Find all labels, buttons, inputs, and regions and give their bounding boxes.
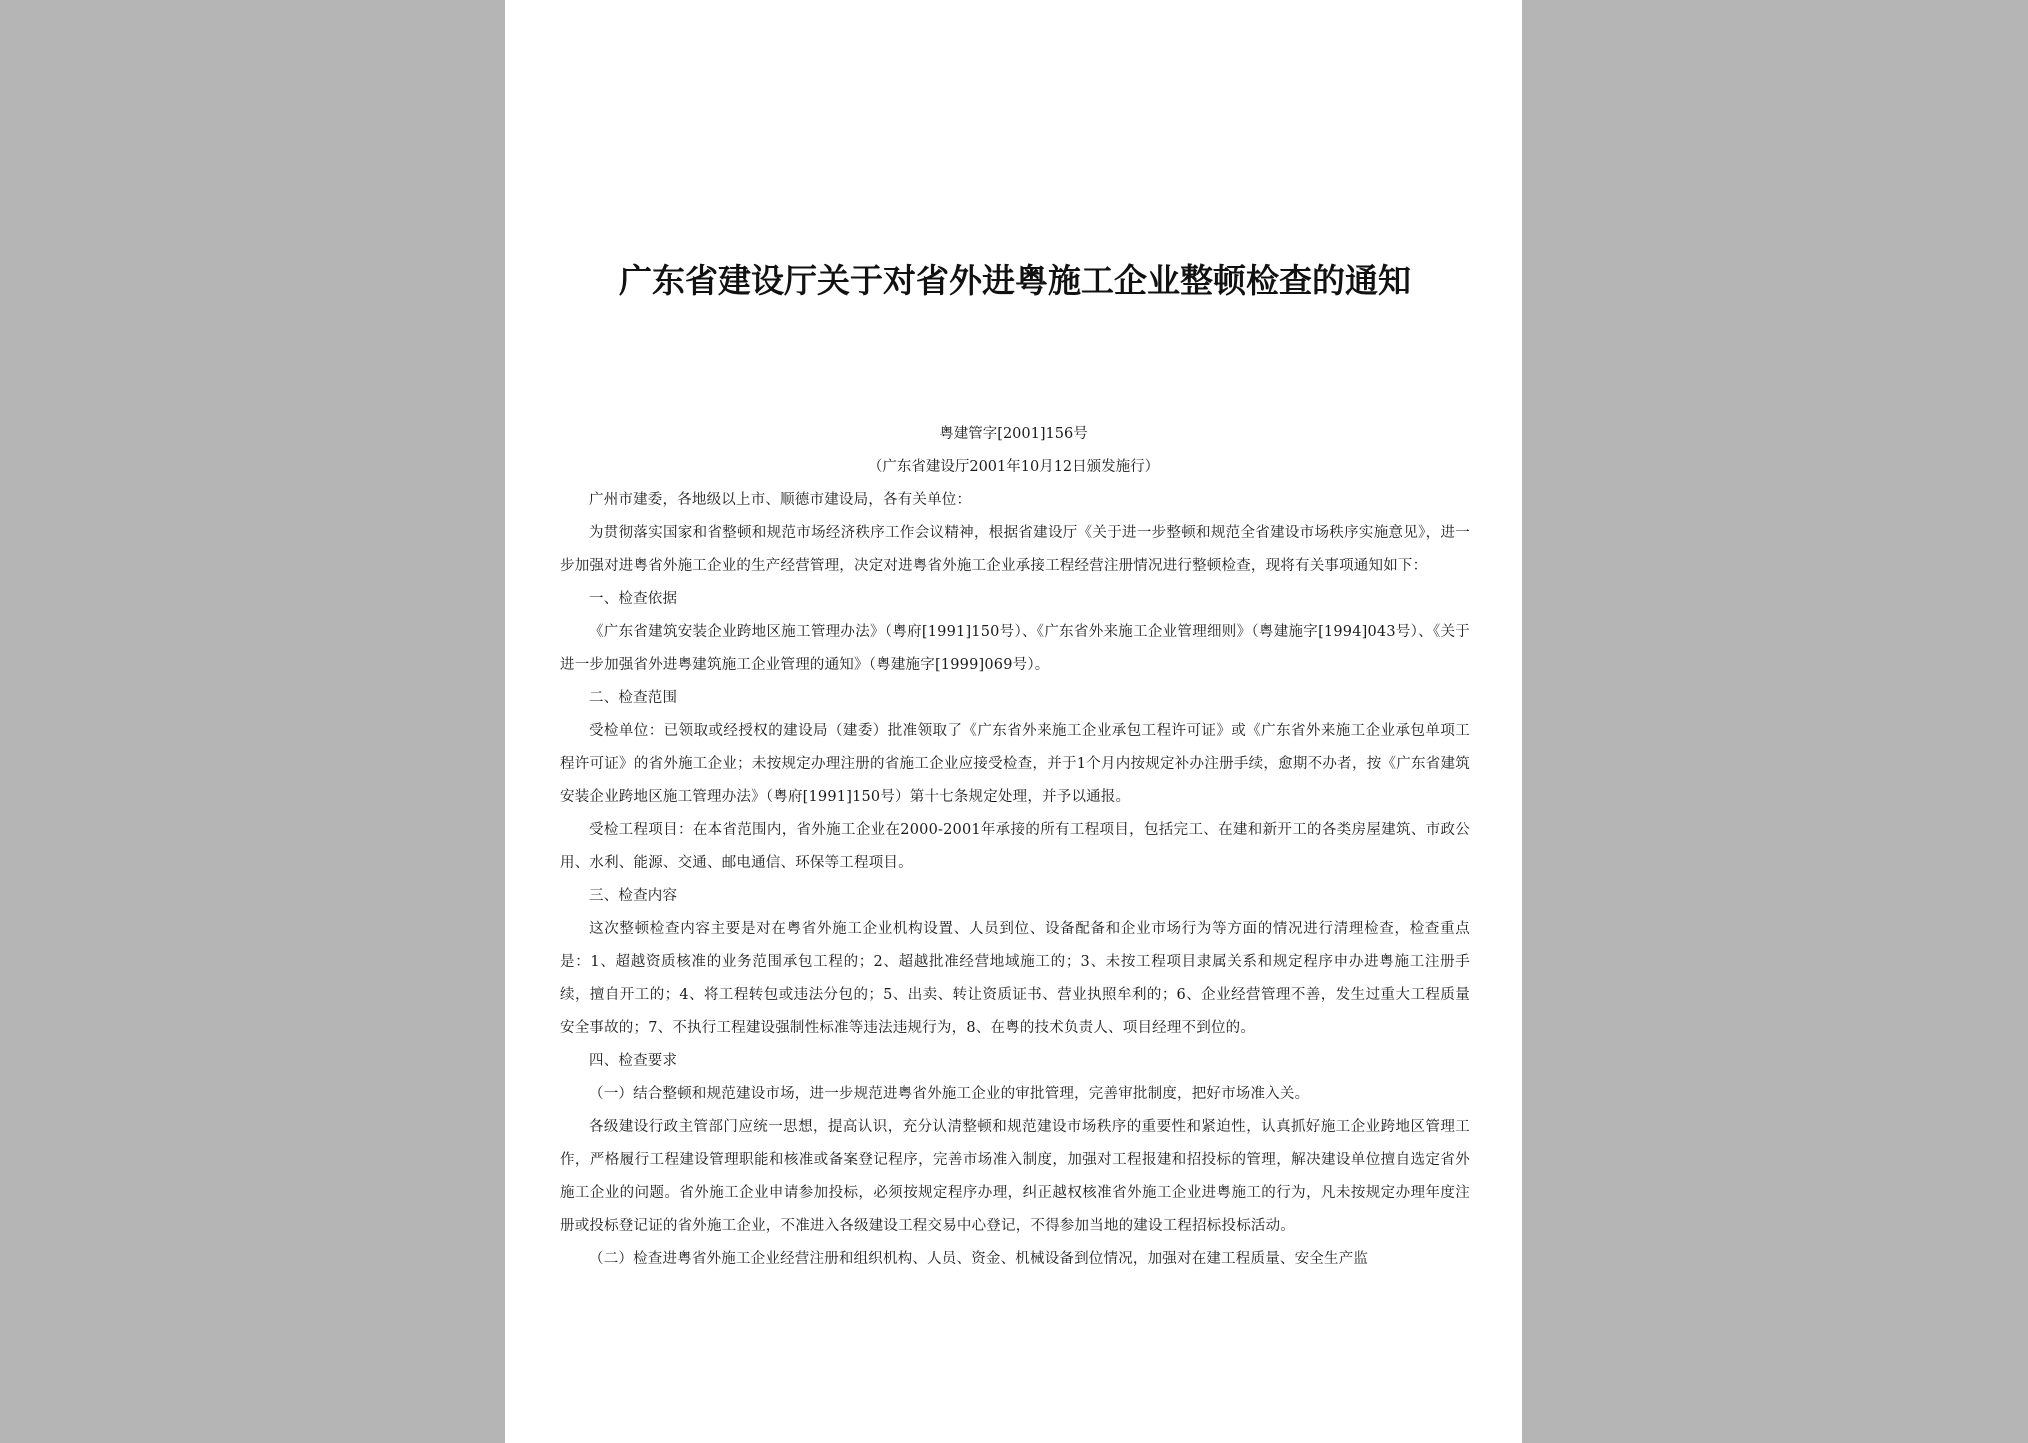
section-heading: 四、检查要求 — [589, 1053, 678, 1069]
body-paragraph: 受检工程项目：在本省范围内，省外施工企业在2000-2001年承接的所有工程项目，包括完工、在建和新开工的各类房屋建筑、市政公用、水利、能源、交通、邮电通信、环保等工程项目。 — [560, 822, 1470, 871]
section-heading: 一、检查依据 — [589, 591, 678, 607]
body-paragraph: （二）检查进粤省外施工企业经营注册和组织机构、人员、资金、机械设备到位情况，加强对在建工程质量、安全生产监 — [589, 1251, 1369, 1267]
body-paragraph: 这次整顿检查内容主要是对在粤省外施工企业机构设置、人员到位、设备配备和企业市场行为等方面的情况进行清理检查，检查重点是：1、超越资质核准的业务范围承包工程的；2、超越批准经营地域施工的；3、未按工程项目隶属关系和规定程序申办进粤施工注册手续，擅自开工的；4、将工程转包或违法分包的；5、出卖、转让资质证书、营业执照牟利的；6、企业经营管理不善，发生过重大工程质量安全事故的；7、不执行工程建设强制性标准等违法违规行为，8、在粤的技术负责人、项目经理不到位的。 — [560, 921, 1470, 1036]
document-body — [560, 484, 1470, 1276]
section-heading: 二、检查范围 — [589, 690, 678, 706]
body-paragraph: 各级建设行政主管部门应统一思想，提高认识，充分认清整顿和规范建设市场秩序的重要性和紧迫性，认真抓好施工企业跨地区管理工作，严格履行工程建设管理职能和核准或备案登记程序，完善市场准入制度，加强对工程报建和招投标的管理，解决建设单位擅自选定省外施工企业的问题。省外施工企业申请参加投标，必须按规定程序办理，纠正越权核准省外施工企业进粤施工的行为，凡未按规定办理年度注册或投标登记证的省外施工企业，不准进入各级建设工程交易中心登记，不得参加当地的建设工程招标投标活动。 — [560, 1119, 1470, 1234]
document-page — [505, 0, 1522, 1443]
body-paragraph: 《广东省建筑安装企业跨地区施工管理办法》（粤府[1991]150号）、《广东省外来施工企业管理细则》（粤建施字[1994]043号）、《关于进一步加强省外进粤建筑施工企业管理的通知》（粤建施字[1999]069号）。 — [560, 624, 1470, 673]
document-title: 广东省建设厅关于对省外进粤施工企业整顿检查的通知 — [619, 261, 1411, 300]
addressee-paragraph: 广州市建委，各地级以上市、顺德市建设局，各有关单位： — [589, 492, 972, 508]
body-paragraph: （一）结合整顿和规范建设市场，进一步规范进粤省外施工企业的审批管理，完善审批制度，把好市场准入关。 — [589, 1086, 1310, 1102]
issue-date-line: （广东省建设厅2001年10月12日颁发施行） — [867, 459, 1160, 475]
document-number: 粤建管字[2001]156号 — [939, 426, 1088, 442]
section-heading: 三、检查内容 — [589, 888, 678, 904]
body-paragraph: 受检单位：已领取或经授权的建设局（建委）批准领取了《广东省外来施工企业承包工程许可证》或《广东省外来施工企业承包单项工程许可证》的省外施工企业；未按规定办理注册的省施工企业应接受检查，并于1个月内按规定补办注册手续，愈期不办者，按《广东省建筑安装企业跨地区施工管理办法》（粤府[1991]150号）第十七条规定处理，并予以通报。 — [560, 723, 1470, 805]
body-paragraph: 为贯彻落实国家和省整顿和规范市场经济秩序工作会议精神，根据省建设厅《关于进一步整顿和规范全省建设市场秩序实施意见》，进一步加强对进粤省外施工企业的生产经营管理，决定对进粤省外施工企业承接工程经营注册情况进行整顿检查，现将有关事项通知如下： — [560, 525, 1470, 574]
